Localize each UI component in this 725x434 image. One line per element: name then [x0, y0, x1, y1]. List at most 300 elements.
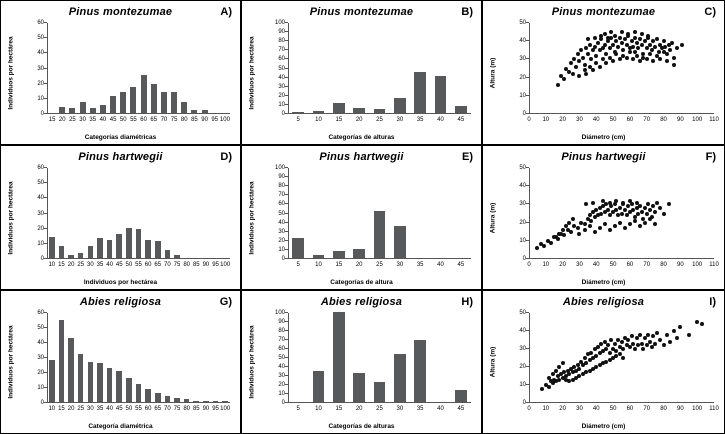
data-point — [614, 199, 618, 203]
x-tick-label: 30 — [79, 117, 86, 123]
x-tick-label: 40 — [437, 262, 444, 268]
panel-title: Pinus montezumae — [309, 6, 414, 18]
data-point — [608, 228, 612, 232]
x-axis-label: Individuos por hectárea — [83, 279, 158, 286]
data-point — [621, 201, 625, 205]
data-point — [583, 228, 587, 232]
x-tick-label: 60 — [144, 406, 152, 412]
x-tick-label: 35 — [89, 117, 97, 123]
y-tick-mark — [526, 40, 529, 41]
bar — [68, 255, 74, 258]
data-point — [623, 37, 627, 41]
y-tick-label: 30 — [278, 83, 285, 90]
panel-title: Abies religiosa — [79, 296, 162, 308]
y-tick-label: 30 — [519, 346, 526, 352]
bar — [97, 363, 103, 402]
y-tick-mark — [285, 240, 288, 241]
data-point — [608, 213, 612, 217]
data-point — [668, 48, 672, 52]
x-axis-label: Categorías diamétricas — [84, 134, 157, 141]
y-axis-label: Individuos por hectárea — [248, 35, 256, 110]
data-point — [562, 233, 566, 237]
panel-title: Pinus montezumae — [68, 6, 173, 18]
bar — [414, 72, 426, 113]
data-point — [584, 202, 588, 206]
x-tick-label: 90 — [677, 117, 684, 123]
x-tick-label: 40 — [106, 262, 113, 268]
x-tick-label: 20 — [559, 117, 566, 123]
y-tick-mark — [526, 258, 529, 259]
y-tick-mark — [285, 49, 288, 50]
y-tick-label: 40 — [278, 219, 285, 226]
x-tick-label: 40 — [592, 406, 600, 412]
data-point — [549, 241, 553, 245]
data-point — [700, 322, 704, 326]
data-point — [636, 46, 640, 50]
x-tick-label: 55 — [130, 117, 137, 123]
y-tick-label: 0 — [522, 400, 526, 406]
x-tick-label: 20 — [355, 406, 363, 412]
x-tick-label: 30 — [396, 262, 404, 268]
bar — [455, 106, 467, 113]
data-point — [596, 41, 600, 45]
chart-panel-d — [0, 145, 241, 290]
x-tick-label: 10 — [48, 406, 56, 412]
x-tick-label: 85 — [192, 406, 200, 412]
bar — [59, 246, 65, 258]
data-point — [596, 345, 600, 349]
bar — [145, 240, 151, 258]
y-axis-line — [47, 313, 48, 403]
data-point — [613, 224, 617, 228]
y-tick-mark — [285, 357, 288, 358]
y-tick-label: 80 — [278, 38, 285, 45]
y-tick-mark — [526, 240, 529, 241]
bar — [333, 251, 345, 258]
chart-panel-e — [241, 145, 482, 290]
bar — [78, 253, 84, 258]
data-point — [593, 230, 597, 234]
y-tick-label: 40 — [37, 50, 44, 57]
x-axis-label: Diámetro (cm) — [581, 423, 626, 430]
y-axis-label: Individuos por hectárea — [248, 325, 256, 399]
panel-title: Abies religiosa — [562, 296, 645, 308]
y-tick-mark — [44, 342, 47, 343]
x-tick-label: 110 — [709, 262, 719, 268]
data-point — [648, 43, 652, 47]
x-tick-label: 35 — [416, 117, 424, 123]
y-tick-label: 0 — [281, 256, 285, 262]
data-point — [651, 334, 655, 338]
x-tick-label: 50 — [609, 262, 617, 268]
y-tick-label: 50 — [37, 325, 44, 331]
bar — [107, 240, 113, 258]
bar — [353, 249, 365, 258]
data-point — [574, 65, 578, 69]
x-tick-label: 10 — [315, 262, 322, 268]
y-tick-label: 0 — [40, 256, 44, 262]
y-tick-label: 10 — [519, 237, 526, 244]
x-tick-label: 0 — [527, 117, 531, 123]
y-tick-label: 30 — [37, 355, 44, 361]
data-point — [608, 46, 612, 50]
bar — [203, 401, 209, 403]
y-tick-mark — [44, 357, 47, 358]
data-point — [571, 72, 575, 76]
x-tick-label: 90 — [677, 406, 684, 412]
x-tick-label: 60 — [626, 117, 634, 123]
y-tick-mark — [44, 243, 47, 244]
y-tick-label: 50 — [278, 355, 285, 361]
panel-title: Pinus hartwegii — [78, 151, 163, 163]
x-tick-label: 15 — [58, 262, 65, 268]
data-point — [635, 41, 639, 45]
data-point — [635, 336, 639, 340]
y-tick-label: 10 — [278, 246, 285, 253]
data-point — [613, 202, 617, 206]
data-point — [613, 342, 617, 346]
x-tick-label: 10 — [315, 406, 322, 412]
y-tick-mark — [526, 185, 529, 186]
y-tick-mark — [526, 222, 529, 223]
y-tick-mark — [285, 402, 288, 403]
x-axis-line — [529, 258, 714, 259]
bar — [88, 246, 94, 258]
bar — [59, 107, 65, 113]
data-point — [640, 210, 644, 214]
bar — [110, 96, 116, 113]
x-axis-label: Categoría diamétrica — [88, 423, 153, 430]
x-tick-label: 30 — [396, 406, 404, 412]
x-tick-label: 75 — [170, 117, 178, 123]
data-point — [672, 56, 676, 60]
y-tick-mark — [44, 258, 47, 259]
data-point — [542, 244, 546, 248]
data-point — [577, 232, 581, 236]
y-tick-label: 50 — [519, 310, 526, 316]
data-point — [620, 41, 624, 45]
y-tick-label: 30 — [278, 228, 285, 235]
y-tick-mark — [285, 86, 288, 87]
y-tick-label: 20 — [519, 74, 526, 81]
y-tick-mark — [285, 321, 288, 322]
y-tick-label: 20 — [278, 237, 285, 244]
y-tick-mark — [44, 113, 47, 114]
x-tick-label: 35 — [96, 406, 104, 412]
y-tick-mark — [285, 249, 288, 250]
x-tick-label: 0 — [527, 406, 531, 412]
y-tick-mark — [285, 312, 288, 313]
x-axis-label: Categorías de altura — [330, 279, 393, 286]
data-point — [638, 224, 642, 228]
y-tick-label: 90 — [278, 319, 285, 325]
y-axis-label: Altura (m) — [489, 202, 497, 233]
x-tick-label: 85 — [192, 262, 200, 268]
bar — [126, 228, 132, 258]
data-point — [670, 41, 674, 45]
y-tick-label: 0 — [40, 111, 44, 117]
data-point — [618, 57, 622, 61]
y-tick-label: 40 — [519, 38, 526, 45]
data-point — [591, 201, 595, 205]
data-point — [653, 222, 657, 226]
y-tick-mark — [285, 339, 288, 340]
bar — [353, 373, 365, 402]
y-tick-mark — [44, 312, 47, 313]
bar — [174, 398, 180, 403]
y-tick-label: 20 — [278, 382, 285, 388]
data-point — [621, 347, 625, 351]
y-tick-label: 50 — [37, 35, 44, 42]
data-point — [672, 329, 676, 333]
y-tick-mark — [526, 22, 529, 23]
chart-panel-b — [241, 0, 482, 145]
x-tick-label: 90 — [677, 262, 684, 268]
x-tick-label: 95 — [212, 406, 219, 412]
y-axis-label: Altura (m) — [489, 57, 497, 88]
x-tick-label: 100 — [692, 262, 703, 268]
x-tick-label: 80 — [660, 117, 667, 123]
data-point — [653, 342, 657, 346]
data-point — [655, 37, 659, 41]
data-point — [662, 212, 666, 216]
x-tick-label: 85 — [191, 117, 198, 123]
x-axis-label: Diámetro (cm) — [581, 134, 626, 141]
x-tick-label: 70 — [164, 262, 171, 268]
bar — [202, 110, 208, 113]
data-point — [648, 208, 652, 212]
data-point — [638, 59, 642, 63]
bar — [394, 226, 406, 258]
y-tick-mark — [44, 402, 47, 403]
y-tick-label: 60 — [37, 310, 44, 316]
data-point — [569, 230, 573, 234]
bar — [155, 393, 161, 402]
data-point — [608, 201, 612, 205]
data-point — [594, 54, 598, 58]
x-tick-label: 15 — [335, 262, 343, 268]
bar — [116, 371, 122, 403]
bar — [313, 371, 325, 403]
data-point — [645, 57, 649, 61]
y-axis-line — [47, 23, 48, 114]
data-point — [588, 213, 592, 217]
x-tick-label: 60 — [140, 117, 147, 123]
bar — [292, 238, 304, 258]
y-tick-mark — [285, 366, 288, 367]
data-point — [598, 65, 602, 69]
x-tick-label: 95 — [211, 117, 219, 123]
data-point — [577, 59, 581, 63]
bar — [107, 368, 113, 403]
plot-area — [37, 20, 230, 123]
panel-letter: F) — [705, 151, 716, 163]
data-point — [653, 210, 657, 214]
x-tick-label: 25 — [69, 117, 76, 123]
y-axis-line — [529, 168, 530, 259]
y-axis-line — [47, 168, 48, 259]
x-tick-label: 60 — [144, 262, 152, 268]
x-tick-label: 20 — [58, 117, 66, 123]
bar — [151, 84, 157, 113]
y-tick-label: 80 — [278, 183, 285, 190]
x-tick-label: 60 — [626, 406, 634, 412]
bar — [313, 111, 325, 113]
y-tick-label: 30 — [519, 56, 526, 63]
bar — [97, 238, 103, 258]
bar — [141, 75, 147, 113]
data-point — [606, 343, 610, 347]
y-tick-label: 100 — [274, 165, 285, 171]
data-point — [640, 43, 644, 47]
data-point — [551, 372, 555, 376]
x-tick-label: 100 — [219, 117, 230, 123]
data-point — [658, 206, 662, 210]
data-point — [535, 246, 539, 250]
y-tick-mark — [285, 393, 288, 394]
y-axis-label: Altura (m) — [489, 346, 497, 378]
y-tick-label: 90 — [278, 29, 285, 36]
plot-area — [37, 165, 231, 268]
data-point — [601, 46, 605, 50]
data-point — [606, 36, 610, 40]
bar — [100, 105, 106, 113]
y-tick-mark — [526, 312, 529, 313]
data-point — [557, 365, 561, 369]
y-tick-mark — [285, 113, 288, 114]
x-tick-label: 90 — [202, 262, 210, 268]
bar — [136, 229, 142, 258]
data-point — [591, 48, 595, 52]
data-point — [562, 77, 566, 81]
data-point — [589, 351, 593, 355]
y-tick-mark — [285, 77, 288, 78]
data-point — [662, 343, 666, 347]
x-axis-line — [529, 113, 714, 114]
data-point — [655, 331, 659, 335]
x-tick-label: 70 — [643, 262, 651, 268]
x-tick-label: 90 — [202, 406, 210, 412]
data-point — [643, 39, 647, 43]
data-point — [672, 63, 676, 67]
y-tick-label: 40 — [37, 340, 44, 346]
y-tick-label: 80 — [278, 328, 285, 334]
x-axis-label: Categorías de alturas — [328, 423, 395, 430]
data-point — [625, 213, 629, 217]
y-tick-label: 20 — [278, 92, 285, 99]
data-point — [648, 217, 652, 221]
y-tick-label: 0 — [40, 400, 44, 406]
bar — [292, 112, 304, 113]
bar — [80, 102, 86, 113]
y-axis-line — [288, 313, 289, 403]
x-tick-label: 5 — [296, 406, 300, 412]
y-tick-label: 50 — [519, 20, 526, 26]
bar — [116, 234, 122, 258]
data-point — [653, 45, 657, 49]
data-point — [586, 52, 590, 56]
y-tick-mark — [285, 348, 288, 349]
x-tick-label: 80 — [183, 406, 190, 412]
x-tick-label: 45 — [457, 117, 465, 123]
data-point — [631, 57, 635, 61]
data-point — [633, 36, 637, 40]
data-point — [667, 202, 671, 206]
data-point — [611, 59, 615, 63]
bar — [435, 76, 447, 113]
data-point — [588, 43, 592, 47]
x-tick-label: 70 — [164, 406, 171, 412]
x-tick-label: 10 — [315, 117, 322, 123]
y-tick-label: 30 — [37, 210, 44, 217]
y-tick-mark — [285, 185, 288, 186]
x-tick-label: 70 — [643, 406, 651, 412]
x-tick-label: 95 — [212, 262, 219, 268]
data-point — [572, 57, 576, 61]
data-point — [631, 45, 635, 49]
chart-panel-f — [482, 145, 725, 290]
y-tick-mark — [285, 222, 288, 223]
data-point — [583, 222, 587, 226]
data-point — [645, 212, 649, 216]
y-tick-label: 20 — [37, 225, 44, 232]
data-point — [594, 354, 598, 358]
bar — [374, 109, 386, 113]
x-tick-label: 15 — [48, 117, 56, 123]
data-point — [648, 52, 652, 56]
panel-letter: C) — [704, 6, 716, 18]
data-point — [589, 219, 593, 223]
data-point — [646, 202, 650, 206]
y-tick-label: 40 — [519, 328, 526, 334]
data-point — [620, 30, 624, 34]
y-axis-line — [288, 168, 289, 259]
panel-title: Pinus hartwegii — [561, 151, 646, 163]
data-point — [584, 361, 588, 365]
y-tick-mark — [285, 213, 288, 214]
y-tick-mark — [44, 327, 47, 328]
y-tick-mark — [526, 384, 529, 385]
y-tick-mark — [285, 194, 288, 195]
y-tick-mark — [285, 375, 288, 376]
y-tick-label: 100 — [274, 310, 285, 316]
data-point — [645, 343, 649, 347]
data-point — [621, 356, 625, 360]
x-tick-label: 20 — [355, 117, 363, 123]
y-tick-label: 20 — [519, 219, 526, 226]
bar — [165, 396, 171, 402]
data-point — [556, 83, 560, 87]
data-point — [618, 206, 622, 210]
data-point — [643, 206, 647, 210]
x-tick-label: 25 — [376, 262, 383, 268]
x-tick-label: 90 — [201, 117, 208, 123]
data-point — [630, 39, 634, 43]
bar — [155, 241, 161, 258]
x-axis-line — [288, 402, 471, 403]
y-tick-mark — [44, 182, 47, 183]
x-tick-label: 80 — [180, 117, 188, 123]
y-tick-label: 0 — [522, 111, 526, 117]
y-tick-mark — [44, 68, 47, 69]
chart-panel-a — [0, 0, 241, 145]
data-point — [604, 52, 608, 56]
y-tick-mark — [285, 104, 288, 105]
data-point — [662, 39, 666, 43]
y-tick-label: 50 — [37, 180, 44, 187]
plot-area — [37, 310, 231, 412]
data-point — [665, 59, 669, 63]
